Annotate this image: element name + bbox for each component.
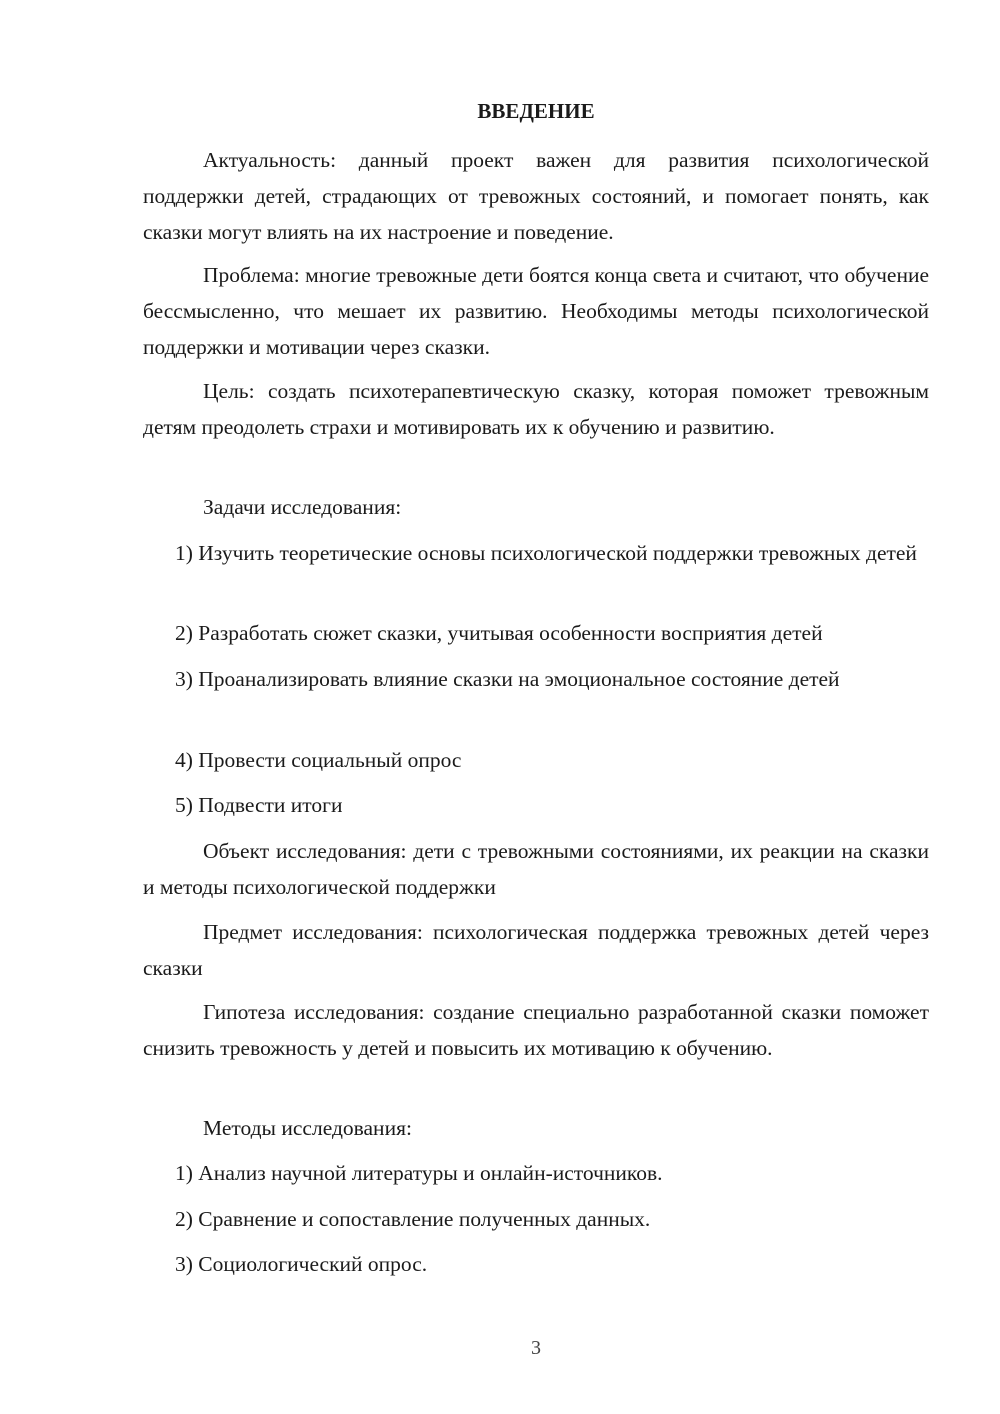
paragraph-relevance: Актуальность: данный проект важен для развития психологической поддержки детей, страдающих от тревожных состояний, и помогает понять, как сказки могут влиять на их настроение и поведение. xyxy=(143,148,929,244)
task-item-5: 5) Подвести итоги xyxy=(175,793,343,817)
method-item-1: 1) Анализ научной литературы и онлайн-источников. xyxy=(175,1161,663,1185)
method-item-3: 3) Социологический опрос. xyxy=(175,1252,428,1276)
task-item-2: 2) Разработать сюжет сказки, учитывая особенности восприятия детей xyxy=(175,621,823,645)
paragraph-object: Объект исследования: дети с тревожными состояниями, их реакции на сказки и методы психологической поддержки xyxy=(143,839,929,899)
paragraph-goal: Цель: создать психотерапевтическую сказку, которая поможет тревожным детям преодолеть страхи и мотивировать их к обучению и развитию. xyxy=(143,379,929,439)
heading-methods: Методы исследования: xyxy=(203,1116,412,1140)
paragraph-problem: Проблема: многие тревожные дети боятся конца света и считают, что обучение бессмысленно, что мешает их развитию. Необходимы методы психологической поддержки и мотивации через сказки. xyxy=(143,263,929,359)
task-item-3: 3) Проанализировать влияние сказки на эмоциональное состояние детей xyxy=(175,667,840,691)
heading-tasks: Задачи исследования: xyxy=(203,495,402,519)
paragraph-hypothesis: Гипотеза исследования: создание специально разработанной сказки поможет снизить тревожность у детей и повысить их мотивацию к обучению. xyxy=(143,1000,929,1060)
task-item-4: 4) Провести социальный опрос xyxy=(175,748,462,772)
method-item-2: 2) Сравнение и сопоставление полученных данных. xyxy=(175,1207,651,1231)
page-title: ВВЕДЕНИЕ xyxy=(477,99,595,123)
task-item-1: 1) Изучить теоретические основы психологической поддержки тревожных детей xyxy=(175,541,917,565)
paragraph-subject: Предмет исследования: психологическая поддержка тревожных детей через сказки xyxy=(143,920,929,980)
page-number: 3 xyxy=(531,1337,541,1359)
